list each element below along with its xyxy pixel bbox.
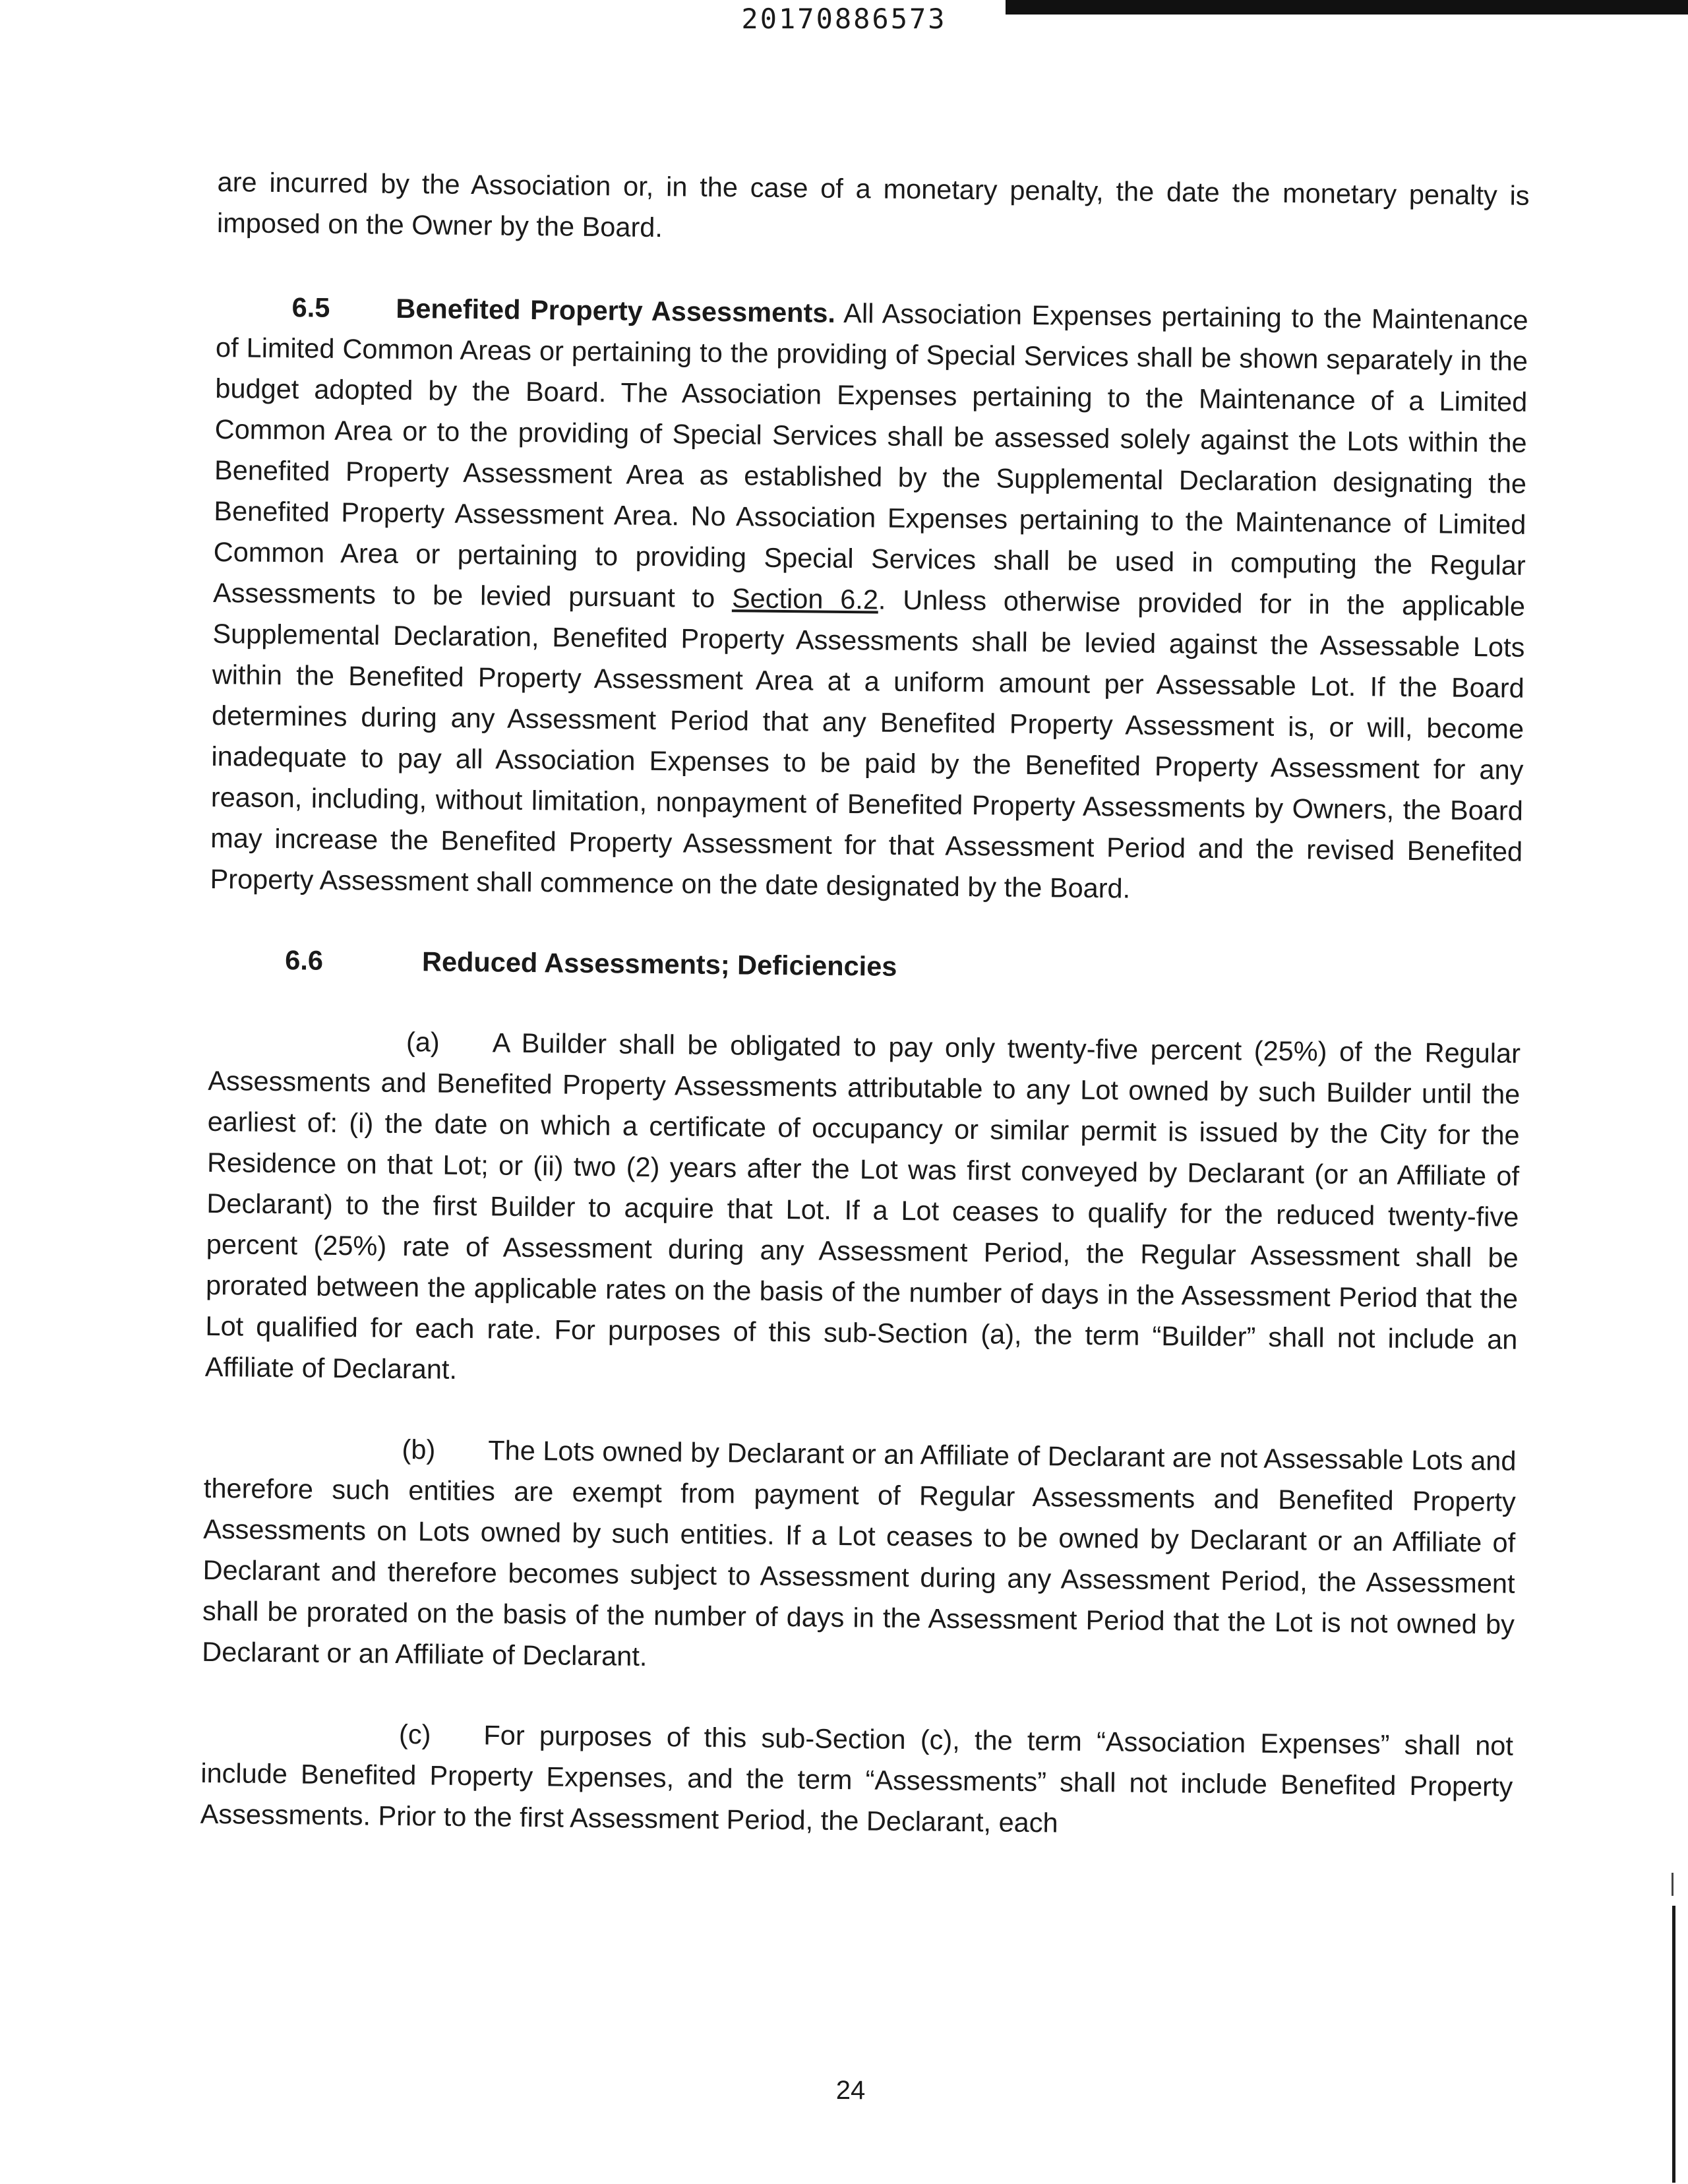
subsection-text: A Builder shall be obligated to pay only twenty-five percent (25%) of the Regular Assessments and Benefited Property Assessments attributable to any Lot owned by such Builder until the earliest of: (i) the date on which a certificate of occupancy or similar permit is issued by the City for the Residence on that Lot; or (ii) two (2) years after the Lot was first conveyed by Declarant (or an Affiliate of Declarant) to the first Builder to acquire that Lot. If a Lot ceases to qualify for the reduced twenty-five percent (25%) rate of Assessment during any Assessment Period, the Regular Assessment shall be prorated between the applicable rates on the basis of the number of days in the Assessment Period that the Lot qualified for each rate. For purposes of this sub-Section (a), the term “Builder” shall not include an Affiliate of Declarant. (204, 1027, 1521, 1385)
subsection-b (202, 1427, 1517, 1686)
section-number: 6.5 (291, 291, 330, 323)
scan-edge-bar (1006, 0, 1688, 15)
subsection-label: (c) (398, 1718, 431, 1750)
section-text-continued: . Unless otherwise provided for in the applicable Supplemental Declaration, Benefited Property Assessments shall be levied against the Assessable Lots within the Benefited Property Assessment Area at a uniform amount per Assessable Lot. If the Board determines during any Assessment Period that any Benefited Property Assessment is, or will, become inadequate to pay all Association Expenses to be paid by the Benefited Property Assessment for any reason, including, without limitation, nonpayment of Benefited Property Assessments by Owners, the Board may increase the Benefited Property Assessment for that Assessment Period and the revised Benefited Property Assessment shall commence on the date designated by the Board. (210, 584, 1526, 904)
section-number: 6.6 (285, 944, 324, 976)
subsection-text: For purposes of this sub-Section (c), the term “Association Expenses” shall not include Benefited Property Expenses, and the term “Assessments” shall not include Benefited Property Assessments. Prior to the first Assessment Period, the Declarant, each (200, 1719, 1514, 1838)
subsection-c (200, 1712, 1513, 1848)
section-6-5 (210, 286, 1528, 913)
subsection-text: The Lots owned by Declarant or an Affiliate of Declarant are not Assessable Lots and therefore such entities are exempt from payment of Regular Assessments and Benefited Property Assessments on Lots owned by such entities. If a Lot ceases to be owned by Declarant or an Affiliate of Declarant and therefore becomes subject to Assessment during any Assessment Period, the Assessment shall be prorated on the basis of the number of days in the Assessment Period that the Lot is not owned by Declarant or an Affiliate of Declarant. (202, 1434, 1517, 1672)
paragraph-continuation: are incurred by the Association or, in the case of a monetary penalty, the date the monetary penalty is imposed on the Owner by the Board. (216, 166, 1530, 243)
section-text: All Association Expenses pertaining to the Maintenance of Limited Common Areas or pertaining to the providing of Special Services shall be shown separately in the budget adopted by the Board. The Association Expenses pertaining to the Maintenance of a Limited Common Area or to the providing of Special Services shall be assessed solely against the Lots within the Benefited Property Assessment Area as established by the Supplemental Declaration designating the Benefited Property Assessment Area. No Association Expenses pertaining to the Maintenance of Limited Common Area or pertaining to providing Special Services shall be used in computing the Regular Assessments to be levied pursuant to (212, 297, 1528, 613)
scan-edge-mark (1672, 1873, 1673, 1896)
subsection-label: (b) (402, 1434, 436, 1465)
section-reference-link[interactable]: Section 6.2 (731, 582, 879, 615)
scan-edge-line (1672, 1906, 1675, 2183)
page-body (200, 162, 1529, 1848)
section-title: Benefited Property Assessments. (396, 292, 836, 328)
page-number: 24 (835, 2076, 866, 2105)
section-6-6-heading (209, 939, 1522, 994)
subsection-a (205, 1019, 1521, 1401)
document-number: 20170886573 (741, 3, 947, 35)
section-title: Reduced Assessments; Deficiencies (421, 946, 897, 982)
subsection-label: (a) (406, 1026, 440, 1058)
